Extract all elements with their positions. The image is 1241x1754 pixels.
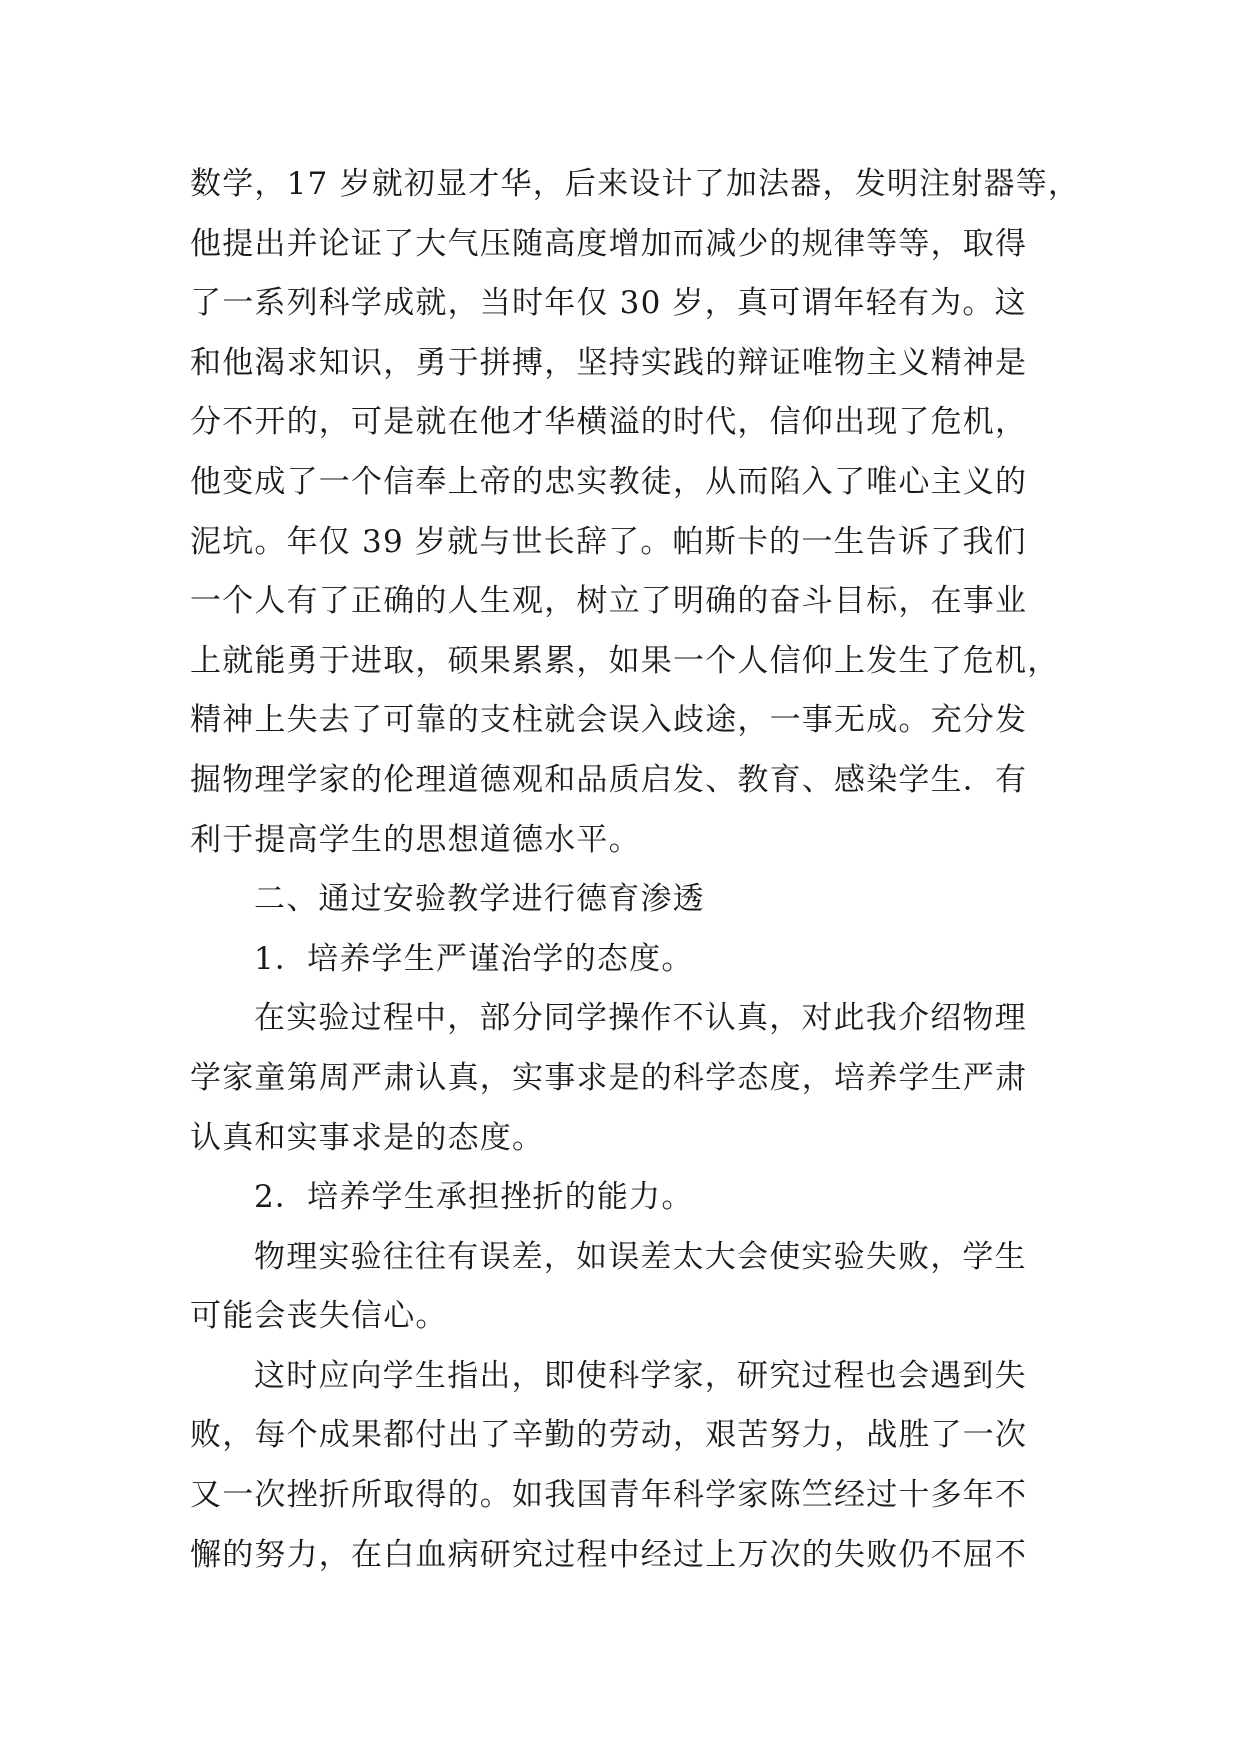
text-line: 和他渴求知识，勇于拼搏，坚持实践的辩证唯物主义精神是	[190, 344, 1028, 381]
text-line: 精神上失去了可靠的支柱就会误入歧途，一事无成。充分发	[190, 702, 1028, 739]
text-line: 1．培养学生严谨治学的态度。	[254, 940, 694, 977]
text-line: 了一系列科学成就，当时年仅 30 岁，真可谓年轻有为。这	[190, 285, 1027, 322]
text-line: 泥坑。年仅 39 岁就与世长辞了。帕斯卡的一生告诉了我们	[190, 523, 1027, 560]
text-line: 数学，17 岁就初显才华，后来设计了加法器，发明注射器等，	[190, 166, 1081, 202]
document-body-text	[190, 155, 1081, 1585]
text-line: 认真和实事求是的态度。	[190, 1119, 545, 1156]
text-line: 学家童第周严肃认真，实事求是的科学态度，培养学生严肃	[190, 1059, 1028, 1096]
text-line: 一个人有了正确的人生观，树立了明确的奋斗目标，在事业	[190, 583, 1028, 620]
text-line: 2．培养学生承担挫折的能力。	[254, 1179, 694, 1216]
text-line: 懈的努力，在白血病研究过程中经过上万次的失败仍不屈不	[190, 1536, 1028, 1573]
text-line: 可能会丧失信心。	[190, 1298, 448, 1335]
text-line: 他提出并论证了大气压随高度增加而减少的规律等等，取得	[190, 225, 1028, 262]
text-line: 上就能勇于进取，硕果累累，如果一个人信仰上发生了危机，	[190, 642, 1060, 679]
text-line: 这时应向学生指出，即使科学家，研究过程也会遇到失	[254, 1357, 1027, 1394]
text-line: 利于提高学生的思想道德水平。	[190, 821, 641, 858]
text-line: 在实验过程中，部分同学操作不认真，对此我介绍物理	[254, 1000, 1027, 1037]
text-line: 物理实验往往有误差，如误差太大会使实验失败，学生	[254, 1238, 1027, 1275]
text-line: 二、通过安验教学进行德育渗透	[254, 881, 705, 918]
text-line: 他变成了一个信奉上帝的忠实教徒，从而陷入了唯心主义的	[190, 463, 1028, 500]
text-line: 又一次挫折所取得的。如我国青年科学家陈竺经过十多年不	[190, 1477, 1028, 1514]
text-line: 分不开的，可是就在他才华横溢的时代，信仰出现了危机，	[190, 404, 1028, 441]
text-line: 败，每个成果都付出了辛勤的劳动，艰苦努力，战胜了一次	[190, 1417, 1028, 1454]
text-line: 掘物理学家的伦理道德观和品质启发、教育、感染学生．有	[190, 761, 1028, 798]
